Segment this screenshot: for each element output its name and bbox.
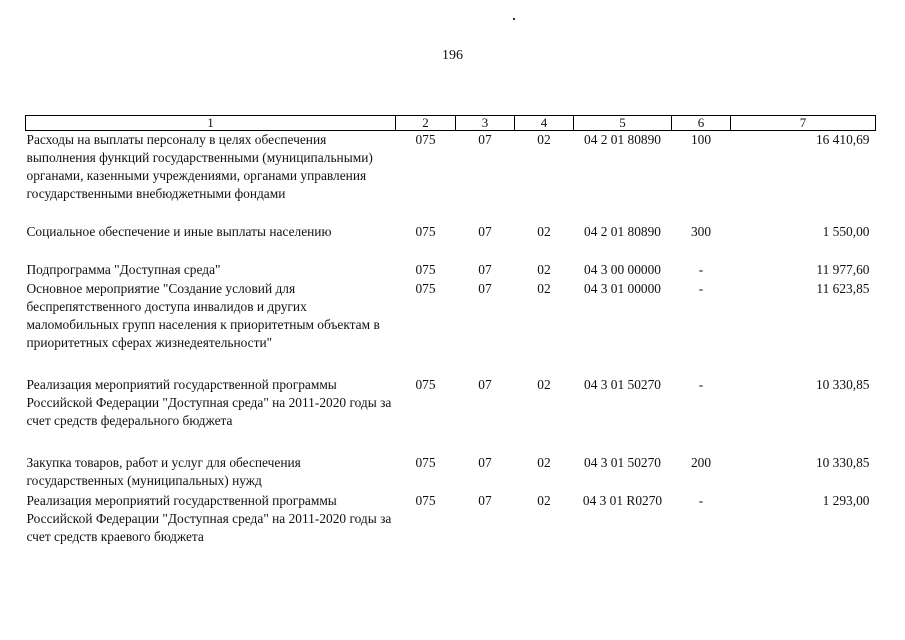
header-cell: 2 bbox=[396, 116, 456, 131]
row-col4: 02 bbox=[537, 223, 551, 239]
row-name: Расходы на выплаты персоналу в целях обеспечения выполнения функций государственными (муниципальными) органами, казенными учреждениями, органами управления государственными внебюджетными фондами bbox=[26, 132, 373, 201]
table-row bbox=[26, 223, 876, 261]
table-row bbox=[26, 261, 876, 280]
row-col3: 07 bbox=[478, 132, 492, 147]
row-col2: 075 bbox=[415, 223, 436, 239]
scan-speck bbox=[513, 18, 515, 20]
row-col2: 075 bbox=[415, 132, 436, 147]
row-col4: 02 bbox=[537, 132, 551, 147]
row-col6: 300 bbox=[690, 223, 712, 239]
row-col6: 200 bbox=[690, 454, 712, 470]
row-col7: 1 550,00 bbox=[822, 223, 870, 239]
header-cell: 5 bbox=[574, 116, 672, 131]
row-col4: 02 bbox=[537, 376, 551, 392]
row-col6: - bbox=[698, 492, 704, 508]
row-name: Социальное обеспечение и иные выплаты населению bbox=[26, 223, 332, 239]
row-name: Подпрограмма "Доступная среда" bbox=[26, 261, 221, 277]
row-col3: 07 bbox=[478, 280, 492, 296]
row-col7: 10 330,85 bbox=[815, 376, 870, 392]
row-col4: 02 bbox=[537, 454, 551, 470]
row-col5: 04 3 01 R0270 bbox=[582, 492, 663, 508]
row-col5: 04 3 01 50270 bbox=[584, 376, 661, 392]
row-col3: 07 bbox=[478, 492, 492, 508]
header-cell: 4 bbox=[515, 116, 574, 131]
header-cell: 3 bbox=[456, 116, 515, 131]
table-row bbox=[26, 131, 876, 223]
row-col4: 02 bbox=[537, 280, 551, 296]
row-col6: - bbox=[698, 376, 704, 392]
row-col5: 04 2 01 80890 bbox=[584, 223, 661, 239]
row-col7: 1 293,00 bbox=[822, 492, 870, 508]
row-col3: 07 bbox=[478, 454, 492, 470]
row-col6: 100 bbox=[690, 132, 712, 147]
header-cell: 1 bbox=[26, 116, 396, 131]
row-col5: 04 2 01 80890 bbox=[584, 132, 661, 147]
table-header-row bbox=[26, 116, 876, 131]
row-name: Закупка товаров, работ и услуг для обеспечения государственных (муниципальных) нужд bbox=[26, 454, 301, 488]
row-col7: 11 977,60 bbox=[816, 261, 870, 277]
row-col2: 075 bbox=[415, 376, 436, 392]
table-row bbox=[26, 454, 876, 492]
row-col7: 11 623,85 bbox=[816, 280, 870, 296]
table-row bbox=[26, 492, 876, 546]
table-row bbox=[26, 376, 876, 454]
row-col2: 075 bbox=[415, 492, 436, 508]
header-cell: 6 bbox=[672, 116, 731, 131]
row-col2: 075 bbox=[415, 454, 436, 470]
row-col2: 075 bbox=[415, 261, 436, 277]
row-col6: - bbox=[698, 261, 704, 277]
row-name: Основное мероприятие "Создание условий для беспрепятственного доступа инвалидов и других маломобильных групп населения к приоритетным объектам в приоритетных сферах жизнедеятельности" bbox=[26, 280, 380, 350]
row-col3: 07 bbox=[478, 261, 492, 277]
row-col5: 04 3 01 50270 bbox=[584, 454, 661, 470]
budget-table bbox=[25, 115, 876, 546]
row-name: Реализация мероприятий государственной программы Российской Федерации "Доступная среда" на 2011-2020 годы за счет средств федерального бюджета bbox=[26, 376, 392, 428]
row-col6: - bbox=[698, 280, 704, 296]
row-col2: 075 bbox=[415, 280, 436, 296]
row-col5: 04 3 00 00000 bbox=[584, 261, 661, 277]
row-col5: 04 3 01 00000 bbox=[584, 280, 661, 296]
row-col4: 02 bbox=[537, 261, 551, 277]
row-col4: 02 bbox=[537, 492, 551, 508]
row-col3: 07 bbox=[478, 223, 492, 239]
header-cell: 7 bbox=[731, 116, 876, 131]
page-number: 196 bbox=[442, 48, 463, 63]
row-col7: 16 410,69 bbox=[815, 132, 870, 147]
row-col3: 07 bbox=[478, 376, 492, 392]
table-row bbox=[26, 280, 876, 376]
row-col7: 10 330,85 bbox=[815, 454, 870, 470]
row-name: Реализация мероприятий государственной программы Российской Федерации "Доступная среда" на 2011-2020 годы за счет средств краевого бюджета bbox=[26, 492, 392, 544]
